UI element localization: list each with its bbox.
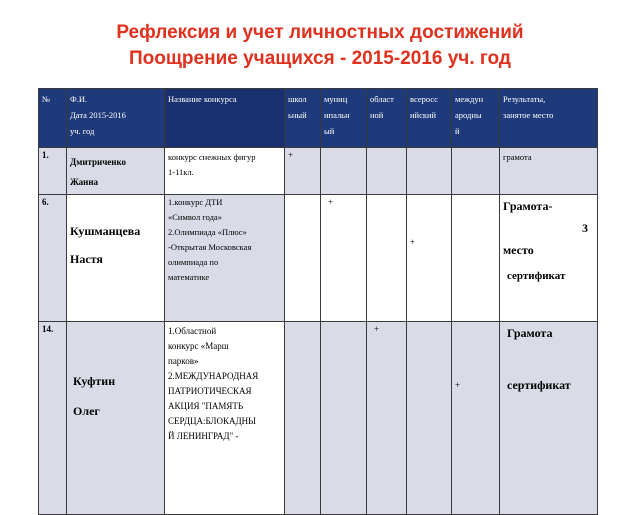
page-title xyxy=(0,20,640,72)
all-russian-cell: + xyxy=(407,195,452,322)
header-num: № xyxy=(39,89,67,148)
table-row xyxy=(39,148,598,195)
title-line-1: Рефлексия и учет личностных достижений xyxy=(116,22,524,43)
contest-cell: конкурс снежных фигур 1-11кл. xyxy=(165,148,285,195)
regional-cell: + xyxy=(367,322,407,515)
header-regional: област ной xyxy=(367,89,407,148)
header-international: междун ародны й xyxy=(452,89,500,148)
school-cell xyxy=(285,195,321,322)
regional-cell xyxy=(367,148,407,195)
row-number: 1. xyxy=(39,148,67,195)
international-cell: + xyxy=(452,322,500,515)
header-all-russian: всеросс ийский xyxy=(407,89,452,148)
international-cell xyxy=(452,148,500,195)
school-cell xyxy=(285,322,321,515)
header-contest: Название конкурса xyxy=(165,89,285,148)
result-cell: Грамота сертификат xyxy=(500,322,598,515)
contest-cell: 1.конкурс ДТИ «Символ года» 2.Олимпиада «Плюс» -Открытая Московская олимпиада по математике xyxy=(165,195,285,322)
regional-cell xyxy=(367,195,407,322)
header-fio: Ф.И. Дата 2015-2016 уч. год xyxy=(67,89,165,148)
row-number: 14. xyxy=(39,322,67,515)
international-cell xyxy=(452,195,500,322)
student-name: Дмитриченко Жанна xyxy=(67,148,165,195)
result-cell: Грамота- 3 место сертификат xyxy=(500,195,598,322)
table-row xyxy=(39,195,598,322)
header-municipal: муниц ипальн ый xyxy=(321,89,367,148)
table-row xyxy=(39,322,598,515)
municipal-cell xyxy=(321,322,367,515)
contest-cell: 1.Областной конкурс «Марш парков» 2.МЕЖДУНАРОДНАЯ ПАТРИОТИЧЕСКАЯ АКЦИЯ "ПАМЯТЬ СЕРДЦА:БЛОКАДНЫ Й ЛЕНИНГРАД" - xyxy=(165,322,285,515)
all-russian-cell xyxy=(407,322,452,515)
result-cell: грамота xyxy=(500,148,598,195)
header-school: школ ьный xyxy=(285,89,321,148)
municipal-cell: + xyxy=(321,195,367,322)
all-russian-cell xyxy=(407,148,452,195)
school-cell: + xyxy=(285,148,321,195)
student-name: Куфтин Олег xyxy=(67,322,165,515)
municipal-cell xyxy=(321,148,367,195)
table-header-row xyxy=(39,89,598,148)
student-name: Кушманцева Настя xyxy=(67,195,165,322)
row-number: 6. xyxy=(39,195,67,322)
title-line-2: Поощрение учащихся - 2015-2016 уч. год xyxy=(129,48,511,69)
header-result: Результаты, занятое место xyxy=(500,89,598,148)
achievements-table xyxy=(38,88,598,515)
